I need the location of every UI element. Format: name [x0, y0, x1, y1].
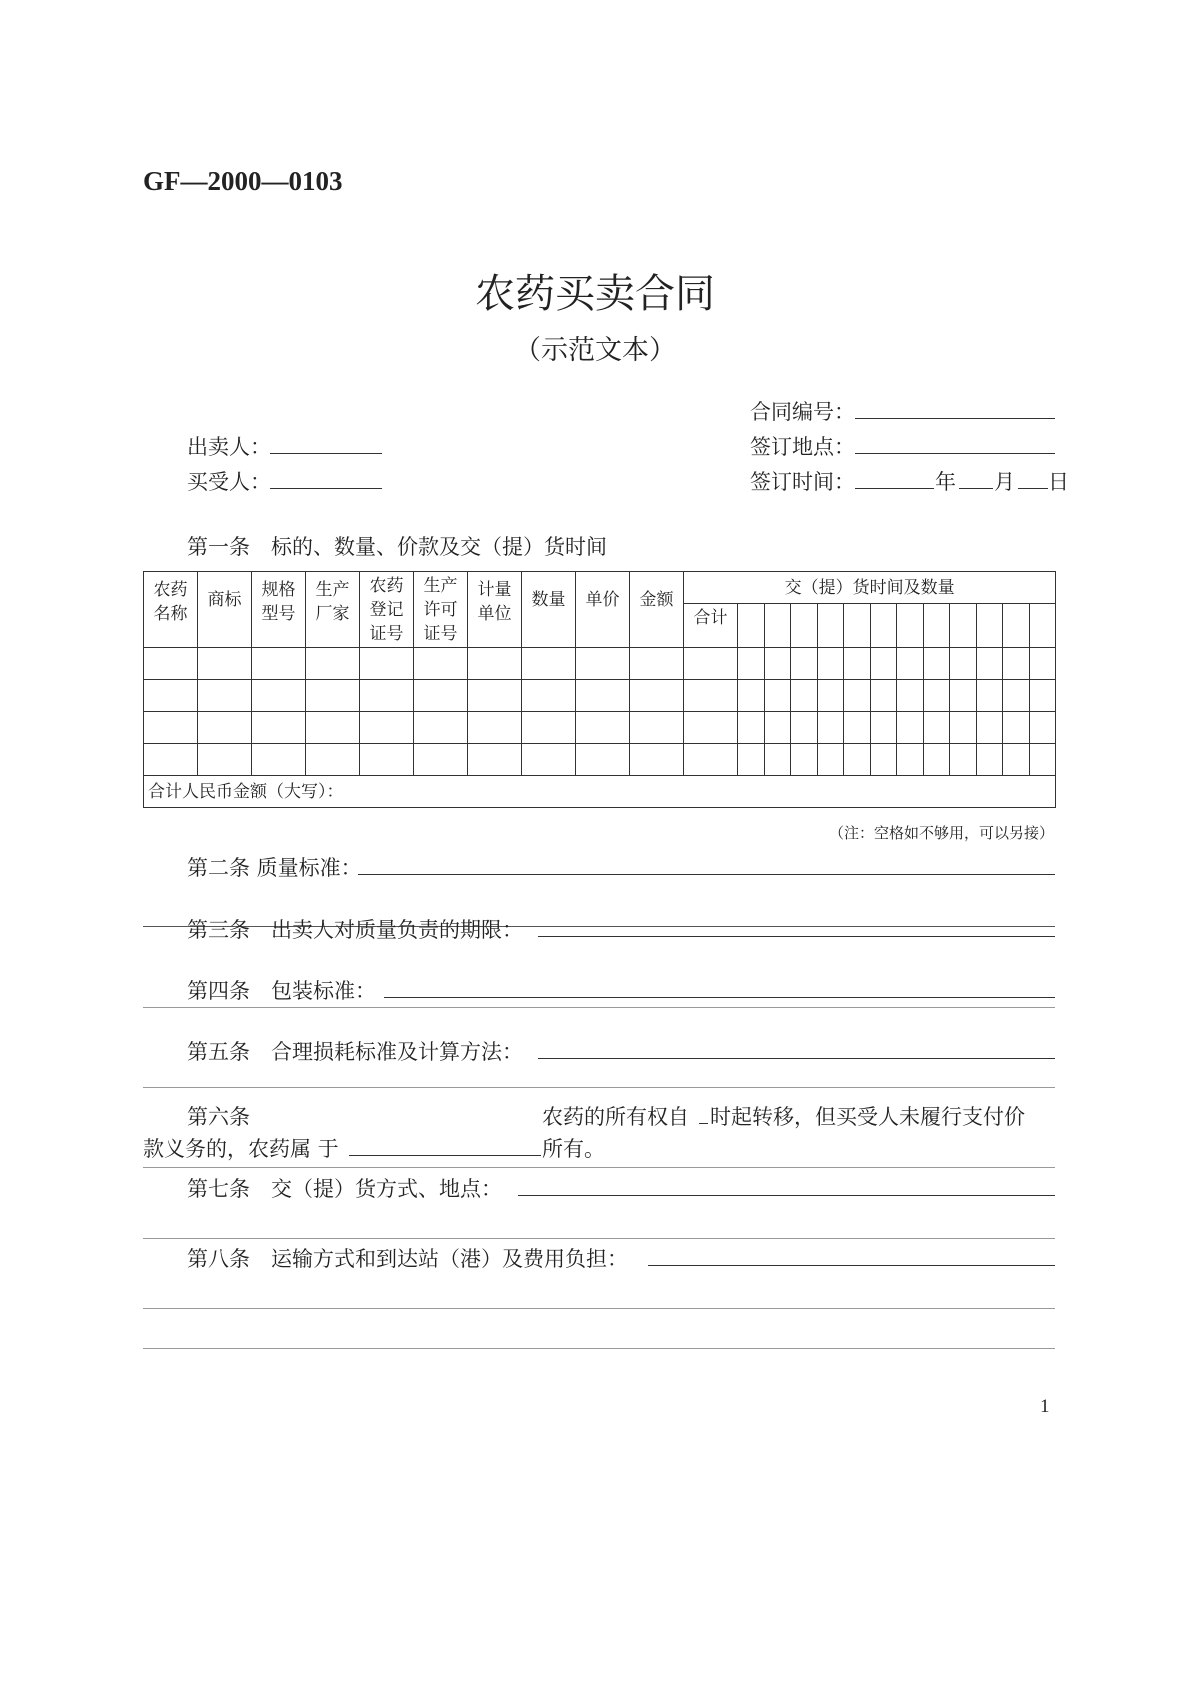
table-cell[interactable] [522, 680, 576, 712]
table-cell[interactable] [252, 680, 306, 712]
day-label: 日 [1048, 470, 1069, 494]
table-cell[interactable] [306, 712, 360, 744]
table-cell[interactable] [791, 712, 818, 744]
article-6-label: 第六条 [187, 1105, 250, 1129]
cell-text: 计量 单位 [477, 580, 512, 624]
divider-line [143, 1087, 1055, 1088]
table-cell[interactable] [870, 744, 897, 776]
delivery-slot[interactable] [844, 604, 871, 648]
cell-text: 生产 许可 证号 [423, 576, 458, 644]
table-cell[interactable] [522, 744, 576, 776]
table-cell[interactable] [950, 680, 977, 712]
table-cell[interactable] [576, 648, 630, 680]
table-cell[interactable] [817, 712, 844, 744]
table-cell[interactable] [923, 648, 950, 680]
article-5-field[interactable] [538, 1058, 1055, 1059]
article-6-line-2: 款义务的，农药属 于 [143, 1137, 339, 1161]
cell-text: 商标 [207, 590, 242, 610]
table-cell[interactable] [897, 712, 924, 744]
table-cell[interactable] [897, 744, 924, 776]
buyer-field[interactable] [270, 488, 382, 489]
header-pesticide-name [144, 572, 198, 648]
article-4-label: 第四条 包装标准： [187, 979, 376, 1003]
month-label: 月 [994, 470, 1015, 494]
table-cell[interactable] [791, 648, 818, 680]
table-row [144, 680, 1056, 712]
table-cell[interactable] [198, 648, 252, 680]
total-amount-label: 合计人民币金额（大写）： [148, 781, 344, 802]
cell-text: 交（提）货时间及数量 [784, 577, 955, 598]
table-cell[interactable] [870, 680, 897, 712]
table-cell[interactable] [468, 712, 522, 744]
table-cell[interactable] [764, 680, 791, 712]
table-cell[interactable] [817, 744, 844, 776]
contract-no-label: 合同编号： [750, 400, 855, 424]
seller-field[interactable] [270, 453, 382, 454]
table-cell[interactable] [738, 744, 765, 776]
table-cell[interactable] [684, 712, 738, 744]
delivery-slot[interactable] [923, 604, 950, 648]
table-cell[interactable] [950, 712, 977, 744]
table-cell[interactable] [684, 680, 738, 712]
divider-line [143, 1007, 1055, 1008]
table-cell[interactable] [576, 712, 630, 744]
contract-subtitle: （示范文本） [514, 335, 676, 366]
table-cell[interactable] [684, 648, 738, 680]
table-cell[interactable] [252, 744, 306, 776]
table-cell[interactable] [923, 712, 950, 744]
table-cell[interactable] [923, 744, 950, 776]
table-cell[interactable] [976, 680, 1003, 712]
table-cell[interactable] [414, 712, 468, 744]
table-cell[interactable] [1003, 680, 1030, 712]
table-cell[interactable] [817, 648, 844, 680]
header-amount [630, 572, 684, 648]
table-cell[interactable] [306, 680, 360, 712]
delivery-slot[interactable] [764, 604, 791, 648]
table-cell[interactable] [764, 712, 791, 744]
header-subtotal [684, 604, 738, 648]
header-registration-no [360, 572, 414, 648]
delivery-slot[interactable] [870, 604, 897, 648]
delivery-slot[interactable] [976, 604, 1003, 648]
cell-text: 农药 名称 [153, 580, 188, 624]
contract-no-field[interactable] [855, 418, 1055, 419]
article-6-line-2-end: 所有。 [542, 1137, 605, 1161]
table-cell[interactable] [764, 648, 791, 680]
delivery-slot[interactable] [1003, 604, 1030, 648]
table-cell[interactable] [897, 648, 924, 680]
table-cell[interactable] [791, 680, 818, 712]
table-cell[interactable] [522, 712, 576, 744]
delivery-slot[interactable] [897, 604, 924, 648]
header-unit-price [576, 572, 630, 648]
table-cell[interactable] [684, 744, 738, 776]
table-cell[interactable] [252, 712, 306, 744]
table-cell[interactable] [1003, 648, 1030, 680]
sign-month-field[interactable] [959, 488, 993, 489]
table-cell[interactable] [360, 712, 414, 744]
cell-text: 生产 厂家 [315, 580, 350, 624]
table-cell[interactable] [630, 744, 684, 776]
divider-line [143, 1308, 1055, 1309]
article-2-label: 第二条 质量标准： [187, 856, 362, 880]
table-cell[interactable] [144, 712, 198, 744]
sign-place-field[interactable] [855, 453, 1055, 454]
article-7-field[interactable] [518, 1195, 1055, 1196]
year-label: 年 [935, 470, 956, 494]
table-cell[interactable] [144, 680, 198, 712]
contract-title: 农药买卖合同 [475, 271, 715, 317]
table-cell[interactable] [360, 680, 414, 712]
delivery-slot[interactable] [1029, 604, 1056, 648]
table-cell[interactable] [144, 648, 198, 680]
article-6-text-1: 农药的所有权自 [542, 1105, 689, 1129]
cell-text: 农药 登记 证号 [369, 576, 404, 644]
table-cell[interactable] [950, 648, 977, 680]
sign-time-label: 签订时间： [750, 470, 855, 494]
table-cell[interactable] [198, 712, 252, 744]
table-cell[interactable] [738, 712, 765, 744]
table-cell[interactable] [306, 648, 360, 680]
sign-place-label: 签订地点： [750, 435, 855, 459]
table-row [144, 648, 1056, 680]
table-cell[interactable] [950, 744, 977, 776]
table-cell[interactable] [576, 744, 630, 776]
table-cell[interactable] [414, 648, 468, 680]
table-cell[interactable] [144, 744, 198, 776]
table-cell[interactable] [576, 680, 630, 712]
table-cell[interactable] [198, 744, 252, 776]
table-cell[interactable] [738, 680, 765, 712]
table-cell[interactable] [791, 744, 818, 776]
table-cell[interactable] [923, 680, 950, 712]
header-delivery-time-qty [684, 572, 1056, 604]
cell-text: 数量 [531, 590, 566, 610]
table-cell[interactable] [844, 744, 871, 776]
table-cell[interactable] [630, 648, 684, 680]
article-8-label: 第八条 运输方式和到达站（港）及费用负担： [187, 1247, 628, 1271]
table-cell[interactable] [738, 648, 765, 680]
table-cell[interactable] [1029, 744, 1056, 776]
article-6-owner-field[interactable] [349, 1155, 541, 1156]
table-cell[interactable] [630, 712, 684, 744]
table-cell[interactable] [976, 744, 1003, 776]
article-3-field[interactable] [538, 936, 1055, 937]
delivery-slot[interactable] [950, 604, 977, 648]
table-cell[interactable] [414, 744, 468, 776]
table-cell[interactable] [1003, 712, 1030, 744]
cell-text: 规格 型号 [261, 580, 296, 624]
divider-line [143, 1348, 1055, 1349]
table-cell[interactable] [764, 744, 791, 776]
header-license-no [414, 572, 468, 648]
table-cell[interactable] [897, 680, 924, 712]
table-cell[interactable] [360, 744, 414, 776]
table-cell[interactable] [1003, 744, 1030, 776]
sign-year-field[interactable] [855, 488, 934, 489]
table-cell[interactable] [870, 712, 897, 744]
cell-text: 单价 [585, 590, 620, 610]
goods-table [143, 571, 1056, 808]
cell-text: 金额 [639, 590, 674, 610]
total-amount-row[interactable] [144, 776, 1056, 808]
table-cell[interactable] [976, 712, 1003, 744]
table-cell[interactable] [844, 648, 871, 680]
header-quantity [522, 572, 576, 648]
table-cell[interactable] [468, 648, 522, 680]
divider-line [143, 1238, 1055, 1239]
table-cell[interactable] [844, 712, 871, 744]
buyer-label: 买受人： [187, 470, 271, 494]
article-3-label: 第三条 出卖人对质量负责的期限： [187, 918, 523, 942]
sign-day-field[interactable] [1018, 488, 1048, 489]
table-row [144, 744, 1056, 776]
table-cell[interactable] [844, 680, 871, 712]
document-code: GF—2000—0103 [143, 166, 343, 196]
table-cell[interactable] [252, 648, 306, 680]
table-cell[interactable] [360, 648, 414, 680]
table-note: （注：空格如不够用，可以另接） [828, 824, 1054, 842]
table-cell[interactable] [468, 744, 522, 776]
table-cell[interactable] [1029, 648, 1056, 680]
delivery-slot[interactable] [738, 604, 765, 648]
table-row [144, 712, 1056, 744]
header-spec-model [252, 572, 306, 648]
table-cell[interactable] [198, 680, 252, 712]
article-7-label: 第七条 交（提）货方式、地点： [187, 1177, 502, 1201]
table-cell[interactable] [306, 744, 360, 776]
table-cell[interactable] [817, 680, 844, 712]
table-cell[interactable] [468, 680, 522, 712]
article-4-field[interactable] [384, 997, 1055, 998]
table-cell[interactable] [630, 680, 684, 712]
table-cell[interactable] [414, 680, 468, 712]
article-8-field[interactable] [648, 1265, 1055, 1266]
article-1-title: 第一条 标的、数量、价款及交（提）货时间 [187, 535, 607, 559]
seller-label: 出卖人： [187, 435, 271, 459]
article-5-label: 第五条 合理损耗标准及计算方法： [187, 1040, 523, 1064]
article-6-text-2: 时起转移，但买受人未履行支付价 [710, 1105, 1025, 1129]
divider-line [143, 1167, 1055, 1168]
article-6-time-field[interactable] [699, 1123, 708, 1124]
cell-text: 合计 [693, 608, 728, 628]
table-cell[interactable] [976, 648, 1003, 680]
table-cell[interactable] [870, 648, 897, 680]
header-trademark [198, 572, 252, 648]
header-manufacturer [306, 572, 360, 648]
table-cell[interactable] [1029, 680, 1056, 712]
article-2-field[interactable] [358, 874, 1055, 875]
delivery-slot[interactable] [817, 604, 844, 648]
header-unit [468, 572, 522, 648]
table-cell[interactable] [1029, 712, 1056, 744]
page-number: 1 [1040, 1396, 1050, 1417]
delivery-slot[interactable] [791, 604, 818, 648]
table-cell[interactable] [522, 648, 576, 680]
